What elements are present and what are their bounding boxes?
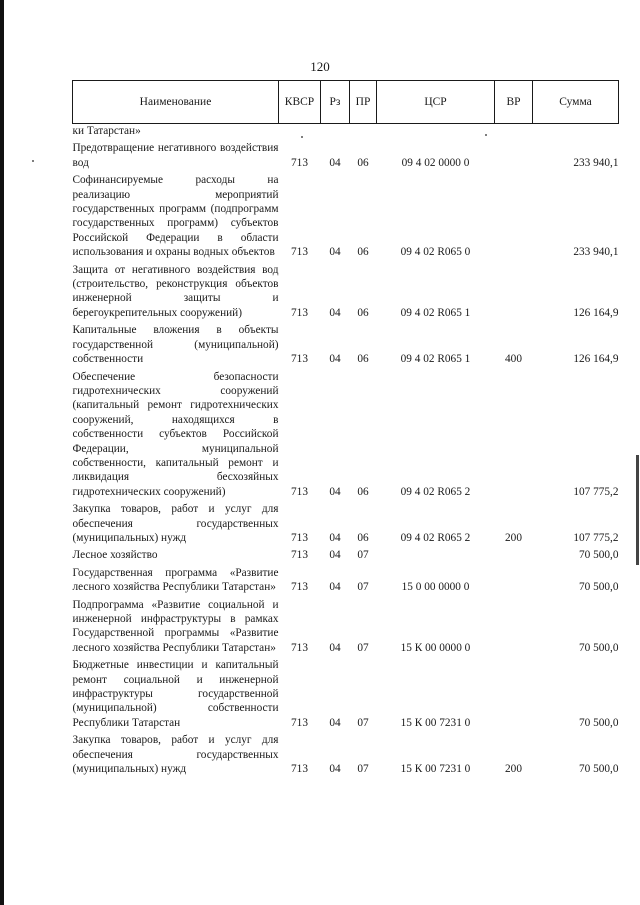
table-row: [73, 499, 619, 545]
cell-kvsr: 713: [291, 641, 308, 654]
table-row: [73, 260, 619, 321]
cell-name: Бюджетные инвестиции и капитальный ремонт социальной и инженерной инфраструктуры государственной (муниципальной) собственности Республики Татарстан: [72, 659, 279, 729]
page-number: 120: [310, 59, 330, 74]
column-header-sum: Сумма: [533, 81, 619, 124]
budget-table: [72, 80, 619, 776]
cell-vr: 400: [505, 353, 522, 366]
cell-csr: 09 4 02 R065 1: [400, 353, 471, 366]
cell-csr: 15 К 00 7231 0: [400, 716, 471, 729]
cell-vr: [495, 138, 533, 170]
cell-vr: [495, 170, 533, 259]
cell-name: Предотвращение негативного воздействия вод: [72, 142, 279, 169]
table-body: [73, 124, 619, 777]
cell-kvsr: 713: [291, 581, 308, 594]
cell-sum: 107 775,2: [573, 485, 619, 498]
cell-pr: 07: [357, 549, 369, 562]
cell-pr: 07: [357, 641, 369, 654]
column-header-pr: ПР: [350, 81, 377, 124]
cell-kvsr: 713: [291, 156, 308, 169]
cell-rz: 04: [329, 156, 341, 169]
cell-kvsr: 713: [291, 716, 308, 729]
cell-rz: 04: [329, 581, 341, 594]
table-row: [73, 367, 619, 500]
cell-kvsr: 713: [291, 549, 308, 562]
cell-sum: 70 500,0: [578, 763, 619, 776]
cell-rz: [321, 124, 350, 139]
cell-pr: 07: [357, 716, 369, 729]
cell-name: Закупка товаров, работ и услуг для обеспечения государственных (муниципальных) нужд: [72, 503, 279, 544]
cell-sum: 126 164,9: [573, 306, 619, 319]
table-row: [73, 655, 619, 730]
cell-pr: [350, 124, 377, 139]
cell-sum: 70 500,0: [578, 549, 619, 562]
cell-rz: 04: [329, 763, 341, 776]
cell-kvsr: 713: [291, 246, 308, 259]
cell-pr: 06: [357, 485, 369, 498]
cell-rz: 04: [329, 549, 341, 562]
cell-rz: 04: [329, 353, 341, 366]
cell-pr: 06: [357, 353, 369, 366]
cell-sum: 126 164,9: [573, 353, 619, 366]
cell-pr: 06: [357, 246, 369, 259]
cell-vr: [495, 563, 533, 595]
table-row: [73, 595, 619, 656]
cell-name: Обеспечение безопасности гидротехнических сооружений (капитальный ремонт гидротехнических сооружений, находящихся в собственности субъектов Российской Федерации, муниципальной собственности, капитальный ремонт и ликвидация бесхозяйных гидротехнических сооружений): [72, 370, 279, 498]
cell-csr: 09 4 02 R065 0: [400, 246, 471, 259]
table-row: [73, 170, 619, 259]
cell-csr: 15 К 00 7231 0: [400, 763, 471, 776]
cell-rz: 04: [329, 246, 341, 259]
table-row: [73, 320, 619, 366]
cell-name: Лесное хозяйство: [72, 549, 158, 562]
cell-sum: 233 940,1: [573, 246, 619, 259]
scan-speck: [32, 160, 34, 162]
cell-pr: 06: [357, 306, 369, 319]
column-header-kvsr: КВСР: [279, 81, 321, 124]
table-row: [73, 730, 619, 776]
scan-edge-right: [636, 455, 639, 565]
cell-pr: 07: [357, 763, 369, 776]
table-row: [73, 545, 619, 562]
cell-sum: 70 500,0: [578, 581, 619, 594]
cell-sum: [533, 124, 619, 139]
cell-csr: 15 0 00 0000 0: [401, 581, 470, 594]
cell-rz: 04: [329, 641, 341, 654]
cell-sum: 70 500,0: [578, 641, 619, 654]
cell-kvsr: 713: [291, 531, 308, 544]
cell-csr: 09 4 02 0000 0: [401, 156, 470, 169]
cell-kvsr: [279, 124, 321, 139]
cell-sum: 70 500,0: [578, 716, 619, 729]
table-header-row: [73, 81, 619, 124]
cell-kvsr: 713: [291, 485, 308, 498]
scan-edge-left: [0, 0, 4, 905]
cell-name: Защита от негативного воздействия вод (строительство, реконструкция объектов инженерной защиты и берегоукрепительных сооружений): [72, 263, 279, 319]
cell-name: Закупка товаров, работ и услуг для обеспечения государственных (муниципальных) нужд: [72, 734, 279, 776]
column-header-vr: ВР: [495, 81, 533, 124]
cell-name: Капитальные вложения в объекты государственной (муниципальной) собственности: [72, 324, 279, 366]
cell-sum: 233 940,1: [573, 156, 619, 169]
cell-csr: 09 4 02 R065 1: [400, 306, 471, 319]
cell-pr: 07: [357, 581, 369, 594]
cell-rz: 04: [329, 531, 341, 544]
cell-name: Софинансируемые расходы на реализацию мероприятий государственных программ (подпрограмм государственных программ) субъектов Российской Федерации в области использования и охраны водных объектов: [72, 174, 279, 259]
cell-vr: [495, 124, 533, 139]
table-row: [73, 138, 619, 170]
cell-name: Подпрограмма «Развитие социальной и инженерной инфраструктуры в рамках Государственной программы «Развитие лесного хозяйства Республики Татарстан»: [72, 598, 279, 654]
column-header-name: Наименование: [73, 81, 279, 124]
cell-kvsr: 713: [291, 763, 308, 776]
cell-rz: 04: [329, 306, 341, 319]
cell-vr: 200: [505, 531, 522, 544]
cell-csr: [377, 545, 495, 562]
cell-csr: 09 4 02 R065 2: [400, 485, 471, 498]
cell-vr: [495, 260, 533, 321]
cell-csr: [377, 124, 495, 139]
cell-kvsr: 713: [291, 306, 308, 319]
cell-rz: 04: [329, 716, 341, 729]
table-row: [73, 563, 619, 595]
column-header-csr: ЦСР: [377, 81, 495, 124]
cell-name: Государственная программа «Развитие лесного хозяйства Республики Татарстан»: [72, 566, 279, 594]
cell-pr: 06: [357, 156, 369, 169]
cell-vr: [495, 595, 533, 656]
column-header-rz: Рз: [321, 81, 350, 124]
cell-csr: 09 4 02 R065 2: [400, 531, 471, 544]
cell-name: ки Татарстан»: [72, 125, 141, 137]
table-row: [73, 124, 619, 139]
cell-sum: 107 775,2: [573, 531, 619, 544]
cell-rz: 04: [329, 485, 341, 498]
cell-csr: 15 К 00 0000 0: [400, 641, 471, 654]
cell-pr: 06: [357, 531, 369, 544]
cell-vr: 200: [505, 763, 522, 776]
cell-vr: [495, 545, 533, 562]
cell-kvsr: 713: [291, 353, 308, 366]
cell-vr: [495, 655, 533, 730]
cell-vr: [495, 367, 533, 500]
